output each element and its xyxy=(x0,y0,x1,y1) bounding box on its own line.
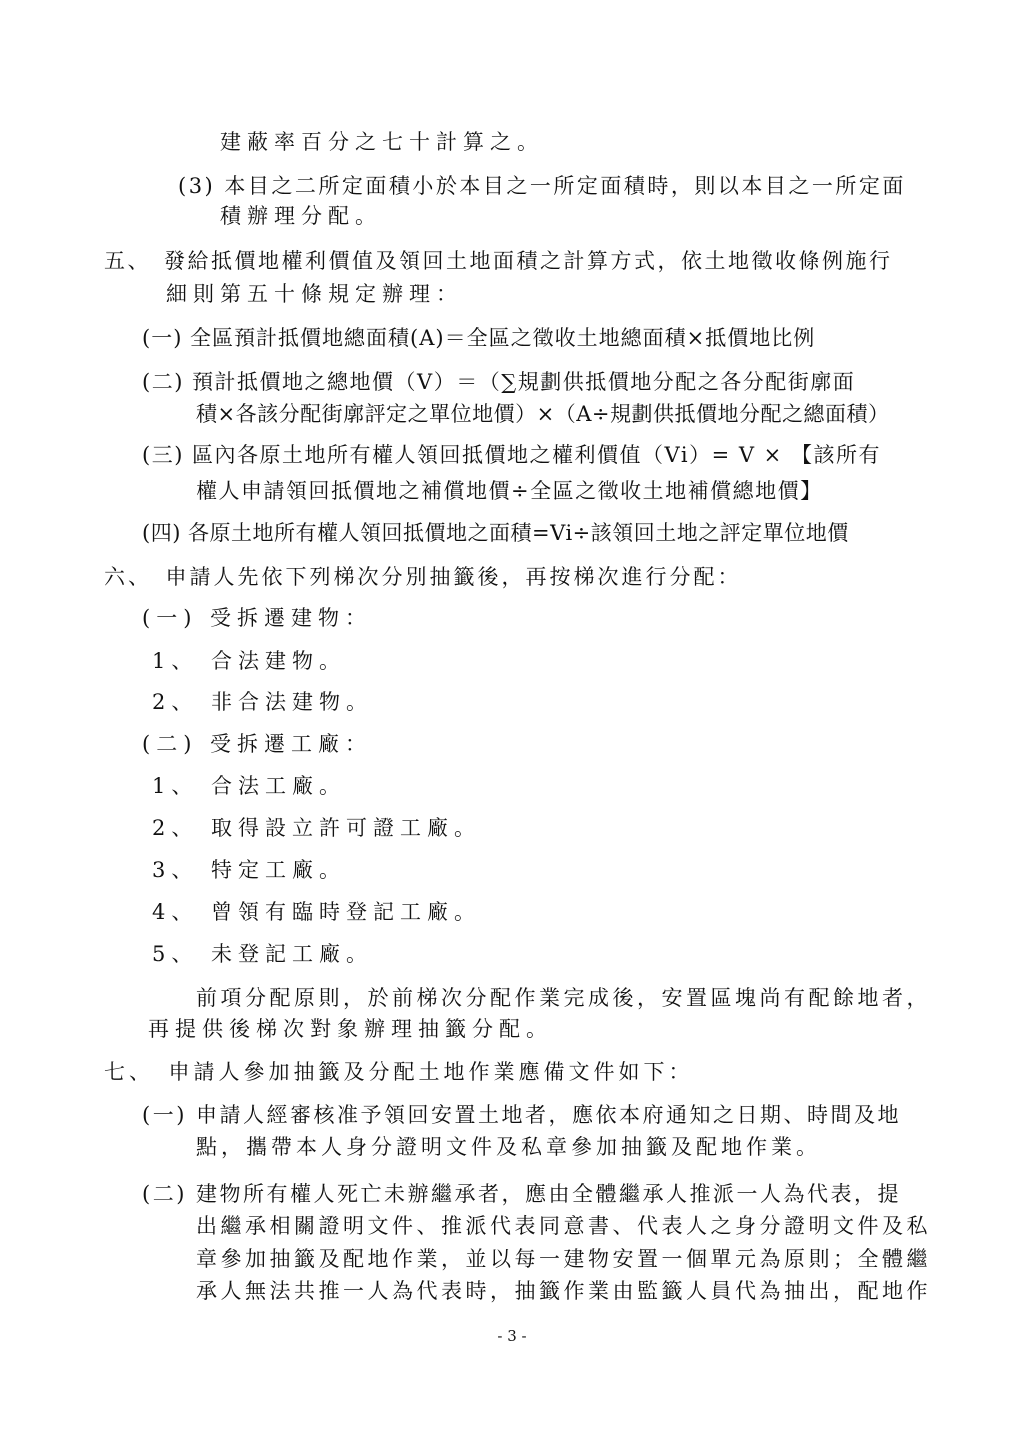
text-line: 建蔽率百分之七十計算之。 xyxy=(220,130,544,154)
text-line: 積×各該分配街廓評定之單位地價）×（A÷規劃供抵價地分配之總面積） xyxy=(196,402,890,426)
page-number: - 3 - xyxy=(497,1327,527,1345)
text-line: 1、 合法工廠。 xyxy=(152,774,347,798)
text-line: (二) 建物所有權人死亡未辦繼承者，應由全體繼承人推派一人為代表，提 xyxy=(142,1182,902,1206)
text-line: 5、 未登記工廠。 xyxy=(152,942,374,966)
section-heading-5: 五、 發給抵價地權利價值及領回土地面積之計算方式，依土地徵收條例施行 xyxy=(104,249,893,273)
text-line: 前項分配原則，於前梯次分配作業完成後，安置區塊尚有配餘地者， xyxy=(196,986,931,1010)
text-line: (一) 申請人經審核准予領回安置土地者，應依本府通知之日期、時間及地 xyxy=(142,1103,902,1127)
text-line: (二) 預計抵價地之總地價（V）＝（∑規劃供抵價地分配之各分配街廓面 xyxy=(142,370,856,394)
text-line: 1、 合法建物。 xyxy=(152,649,347,673)
text-line: 積辦理分配。 xyxy=(220,204,382,228)
section-heading-6: 六、 申請人先依下列梯次分別抽籤後，再按梯次進行分配： xyxy=(104,565,742,589)
text-line: 章參加抽籤及配地作業，並以每一建物安置一個單元為原則；全體繼 xyxy=(196,1247,931,1271)
text-line: 權人申請領回抵價地之補償地價÷全區之徵收土地補償總地價】 xyxy=(196,479,823,503)
text-line: (二) 受拆遷工廠： xyxy=(142,732,373,756)
text-line: 出繼承相關證明文件、推派代表同意書、代表人之身分證明文件及私 xyxy=(196,1214,931,1238)
text-line: 點，攜帶本人身分證明文件及私章參加抽籤及配地作業。 xyxy=(196,1135,821,1159)
section-heading-7: 七、 申請人參加抽籤及分配土地作業應備文件如下： xyxy=(104,1060,694,1084)
text-line: (一) 受拆遷建物： xyxy=(142,606,373,630)
text-line: (3) 本目之二所定面積小於本目之一所定面積時，則以本目之一所定面 xyxy=(178,174,906,198)
text-line: 細則第五十條規定辦理： xyxy=(166,282,463,306)
text-line: 4、 曾領有臨時登記工廠。 xyxy=(152,900,482,924)
text-line: (四) 各原土地所有權人領回抵價地之面積=Vi÷該領回土地之評定單位地價 xyxy=(142,521,849,545)
text-line: 2、 非合法建物。 xyxy=(152,690,374,714)
text-line: (一) 全區預計抵價地總面積(A)＝全區之徵收土地總面積×抵價地比例 xyxy=(142,326,816,350)
text-line: 3、 特定工廠。 xyxy=(152,858,347,882)
text-line: 2、 取得設立許可證工廠。 xyxy=(152,816,482,840)
text-line: 再提供後梯次對象辦理抽籤分配。 xyxy=(148,1017,553,1041)
text-line: (三) 區內各原土地所有權人領回抵價地之權利價值（Vi）= V × 【該所有 xyxy=(142,443,881,467)
text-line: 承人無法共推一人為代表時，抽籤作業由監籤人員代為抽出，配地作 xyxy=(196,1279,931,1303)
